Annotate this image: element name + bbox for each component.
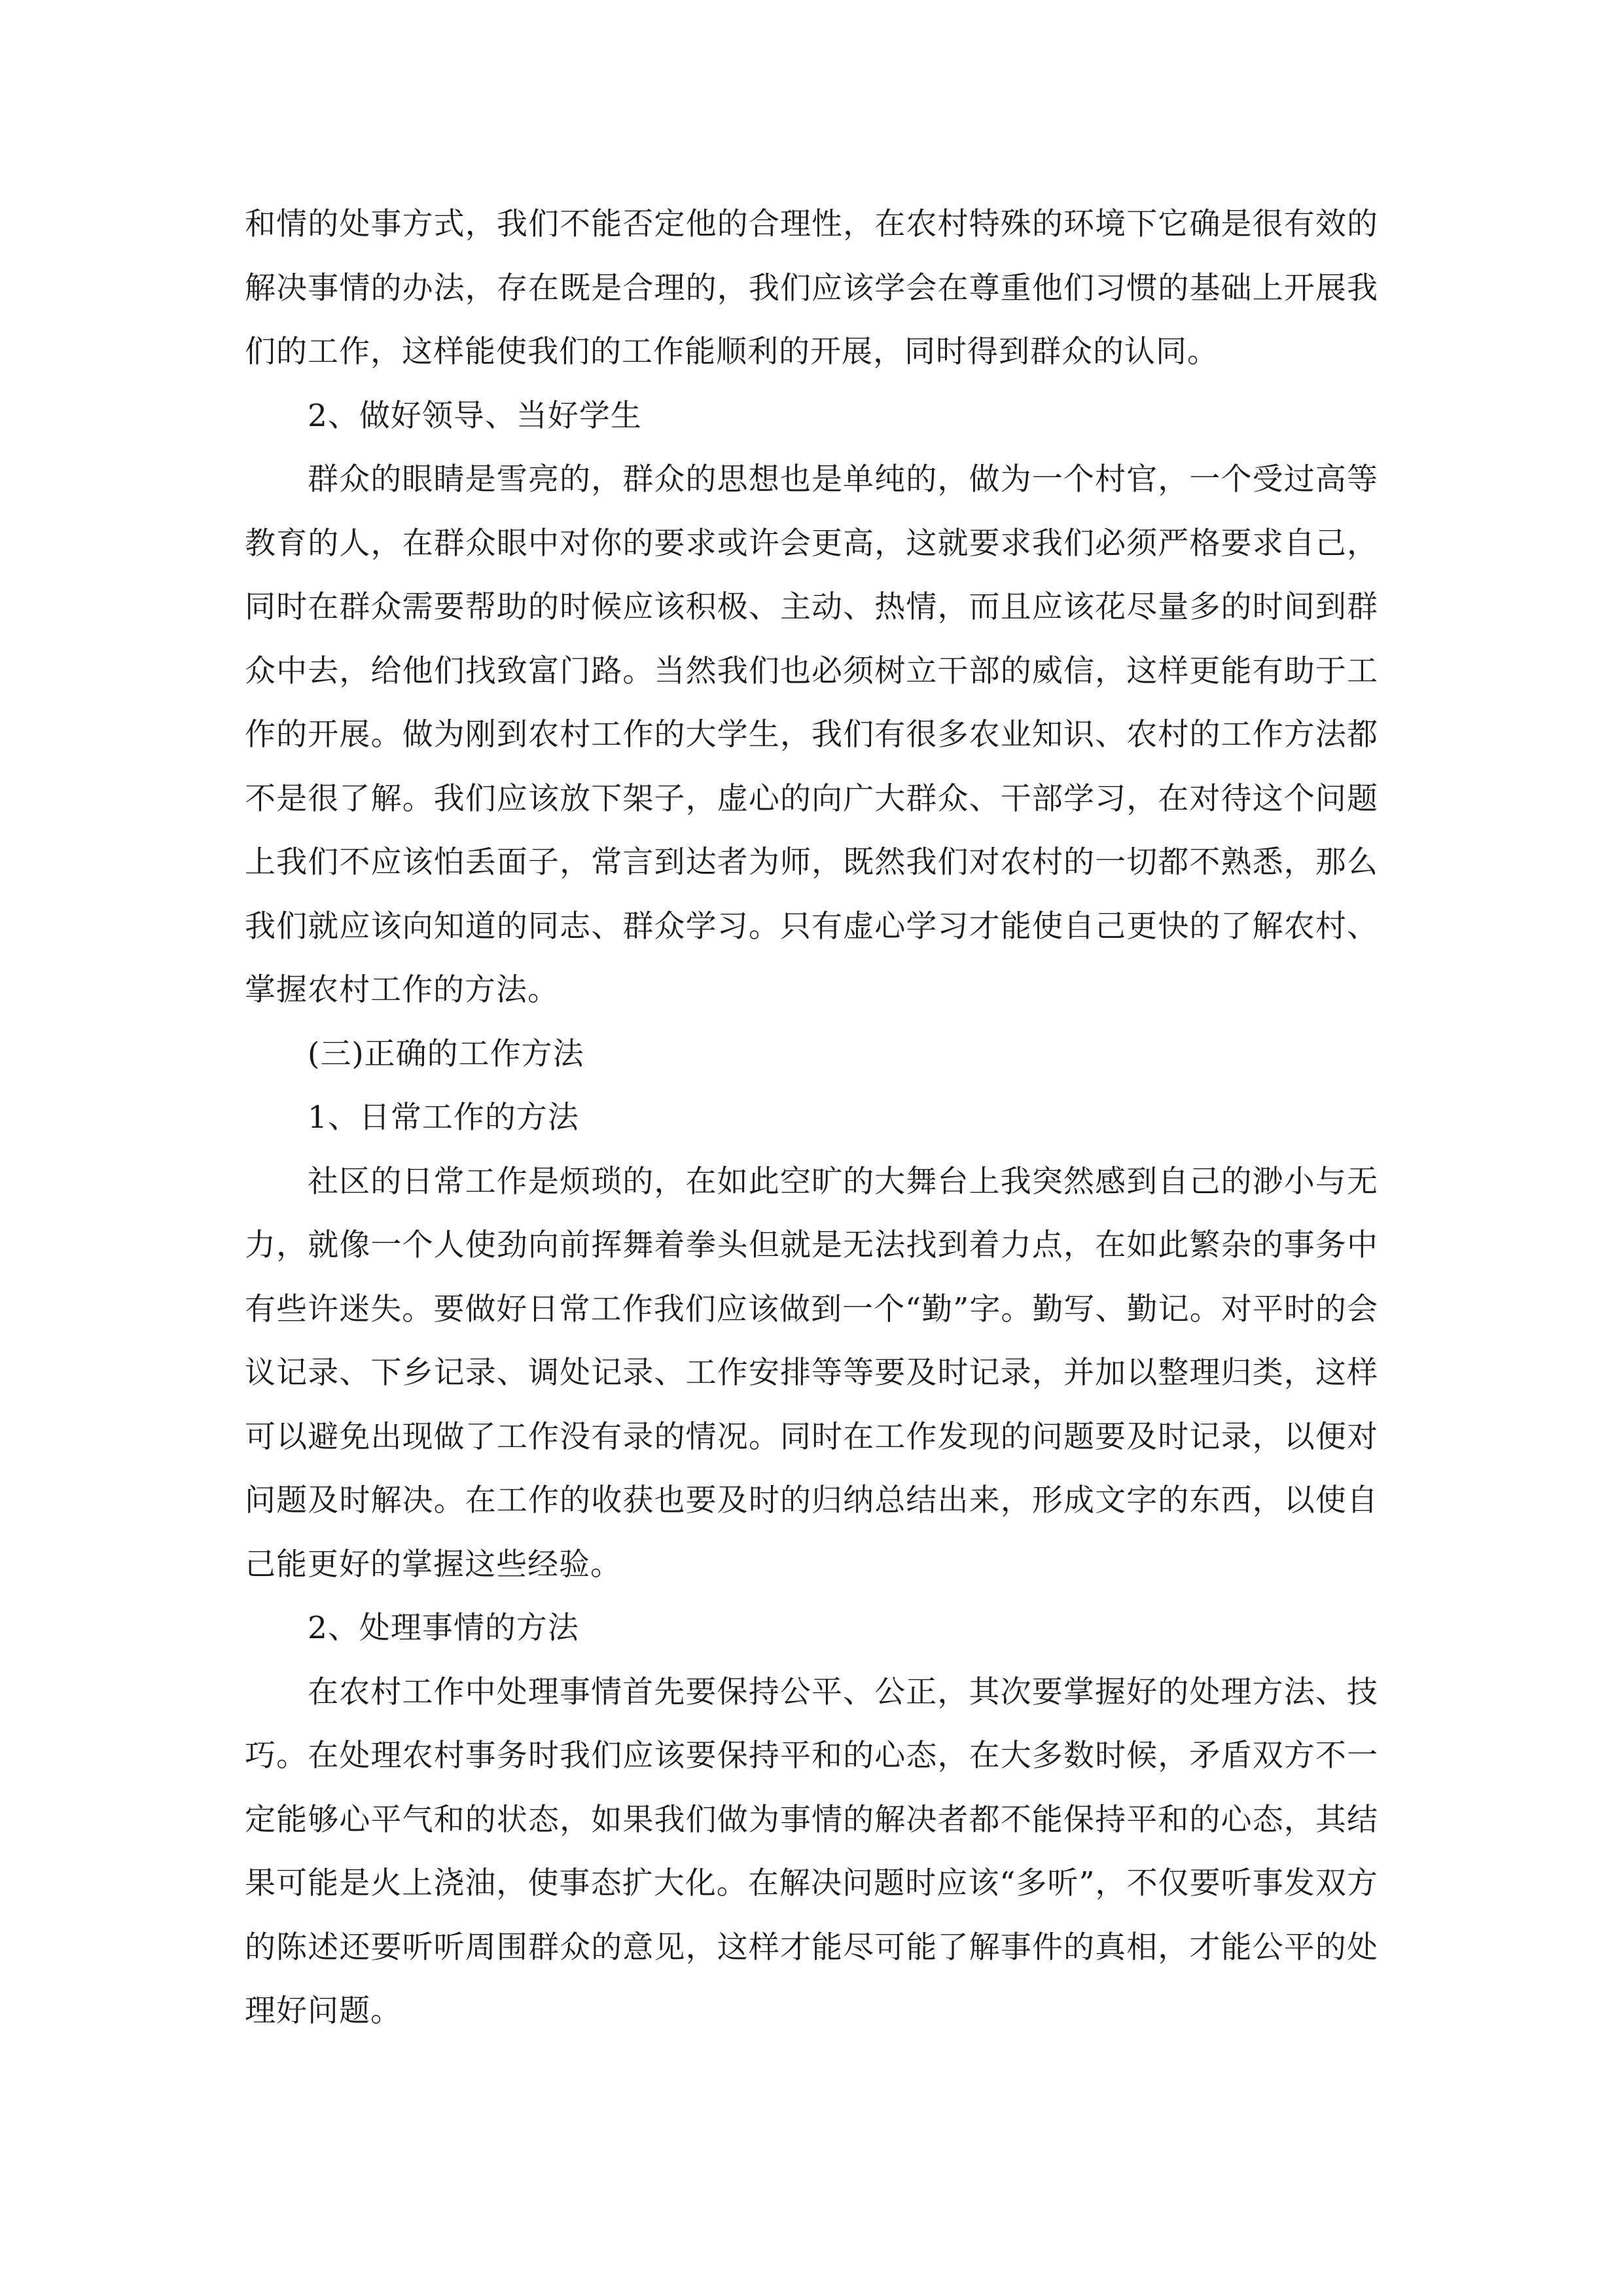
paragraph-continuation: 和情的处事方式，我们不能否定他的合理性，在农村特殊的环境下它确是很有效的解决事情的办法，存在既是合理的，我们应该学会在尊重他们习惯的基础上开展我们的工作，这样能使我们的工作能顺利的开展，同时得到群众的认同。 [245, 206, 1378, 370]
paragraph-handling-matters: 在农村工作中处理事情首先要保持公平、公正，其次要掌握好的处理方法、技巧。在处理农村事务时我们应该要保持平和的心态，在大多数时候，矛盾双方不一定能够心平气和的状态，如果我们做为事情的解决者都不能保持平和的心态，其结果可能是火上浇油，使事态扩大化。在解决问题时应该“多听”，不仅要听事发双方的陈述还要听听周围群众的意见，这样才能尽可能了解事件的真相，才能公平的处理好问题。 [245, 1674, 1378, 2029]
paragraph-daily-work: 社区的日常工作是烦琐的，在如此空旷的大舞台上我突然感到自己的渺小与无力，就像一个人使劲向前挥舞着拳头但就是无法找到着力点，在如此繁杂的事务中有些许迷失。要做好日常工作我们应该做到一个“勤”字。勤写、勤记。对平时的会议记录、下乡记录、调处记录、工作安排等等要及时记录，并加以整理归类，这样可以避免出现做了工作没有录的情况。同时在工作发现的问题要及时记录，以便对问题及时解决。在工作的收获也要及时的归纳总结出来，形成文字的东西，以使自己能更好的掌握这些经验。 [245, 1163, 1378, 1583]
document-body [245, 192, 1378, 2043]
subheading-leadership: 2、做好领导、当好学生 [308, 397, 642, 434]
subheading-handling-matters: 2、处理事情的方法 [308, 1610, 579, 1646]
section-heading-work-methods: (三)正确的工作方法 [308, 1035, 584, 1072]
subheading-daily-work: 1、日常工作的方法 [308, 1100, 579, 1136]
paragraph-leadership: 群众的眼睛是雪亮的，群众的思想也是单纯的，做为一个村官，一个受过高等教育的人，在群众眼中对你的要求或许会更高，这就要求我们必须严格要求自己，同时在群众需要帮助的时候应该积极、主动、热情，而且应该花尽量多的时间到群众中去，给他们找致富门路。当然我们也必须树立干部的威信，这样更能有助于工作的开展。做为刚到农村工作的大学生，我们有很多农业知识、农村的工作方法都不是很了解。我们应该放下架子，虚心的向广大群众、干部学习，在对待这个问题上我们不应该怕丢面子，常言到达者为师，既然我们对农村的一切都不熟悉，那么我们就应该向知道的同志、群众学习。只有虚心学习才能使自己更快的了解农村、掌握农村工作的方法。 [245, 461, 1378, 1008]
